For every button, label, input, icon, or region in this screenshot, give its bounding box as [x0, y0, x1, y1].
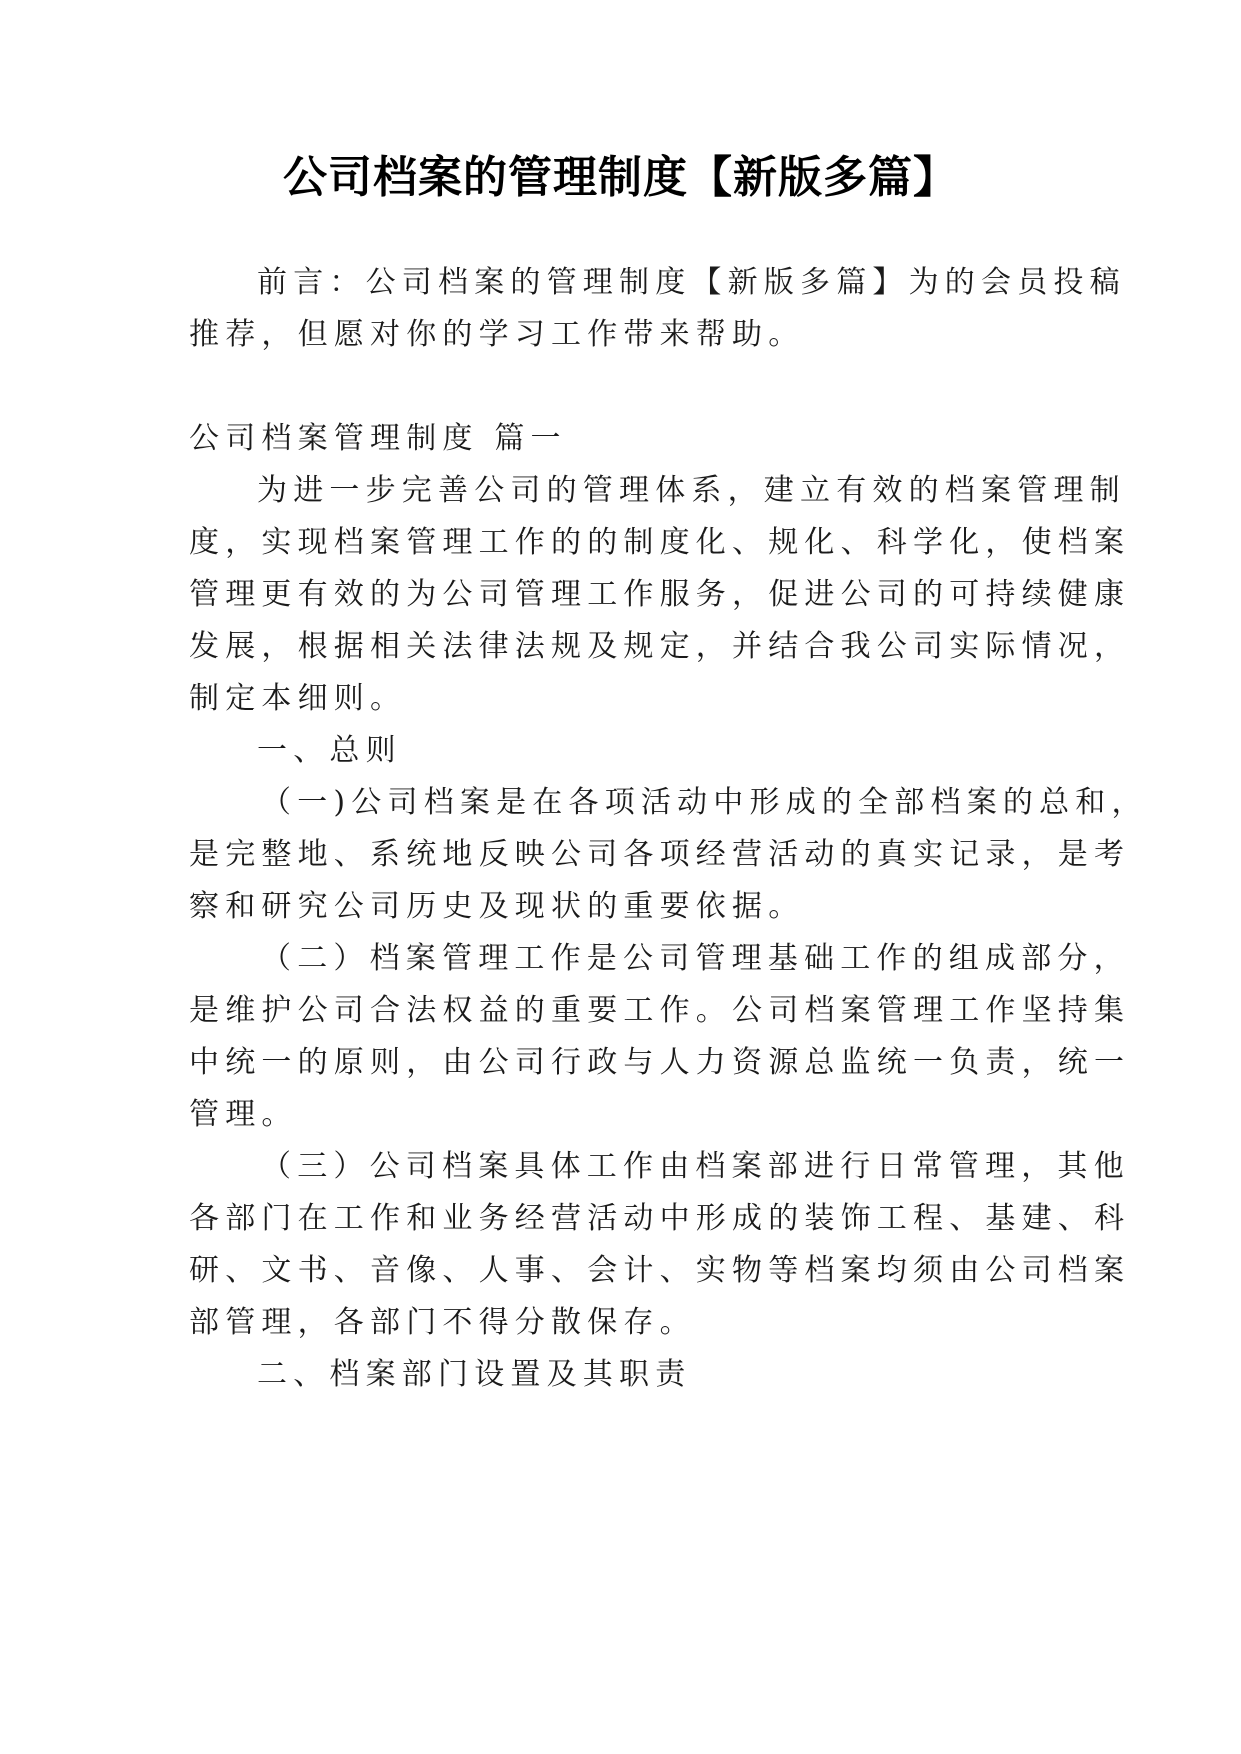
preface-line-2: 推荐，但愿对你的学习工作带来帮助。: [189, 317, 805, 352]
intro-line-4: 发展，根据相关法律法规及规定，并结合我公司实际情况，: [189, 629, 1131, 664]
preface-line-1: 前言：公司档案的管理制度【新版多篇】为的会员投稿: [257, 265, 1126, 300]
item-2-line-2: 是维护公司合法权益的重要工作。公司档案管理工作坚持集: [189, 993, 1131, 1028]
item-1-line-2: 是完整地、系统地反映公司各项经营活动的真实记录，是考: [189, 837, 1131, 872]
chapter-1-heading: 一、总则: [257, 733, 402, 768]
document-title: 公司档案的管理制度【新版多篇】: [283, 152, 958, 203]
item-2-line-3: 中统一的原则，由公司行政与人力资源总监统一负责，统一: [189, 1045, 1131, 1080]
intro-line-5: 制定本细则。: [189, 681, 407, 716]
chapter-2-heading: 二、档案部门设置及其职责: [257, 1357, 692, 1392]
item-3-line-2: 各部门在工作和业务经营活动中形成的装饰工程、基建、科: [189, 1201, 1131, 1236]
section-heading: 公司档案管理制度 篇一: [189, 421, 567, 456]
item-3-line-1: （三）公司档案具体工作由档案部进行日常管理，其他: [261, 1149, 1130, 1184]
item-3-line-4: 部管理，各部门不得分散保存。: [189, 1305, 696, 1340]
item-3-line-3: 研、文书、音像、人事、会计、实物等档案均须由公司档案: [189, 1253, 1131, 1288]
item-1-line-1: （一)公司档案是在各项活动中形成的全部档案的总和，: [261, 785, 1148, 820]
intro-line-1: 为进一步完善公司的管理体系，建立有效的档案管理制: [257, 473, 1126, 508]
intro-line-3: 管理更有效的为公司管理工作服务，促进公司的可持续健康: [189, 577, 1131, 612]
item-2-line-1: （二）档案管理工作是公司管理基础工作的组成部分，: [261, 941, 1130, 976]
item-1-line-3: 察和研究公司历史及现状的重要依据。: [189, 889, 805, 924]
intro-line-2: 度，实现档案管理工作的的制度化、规化、科学化，使档案: [189, 525, 1131, 560]
item-2-line-4: 管理。: [189, 1097, 298, 1132]
